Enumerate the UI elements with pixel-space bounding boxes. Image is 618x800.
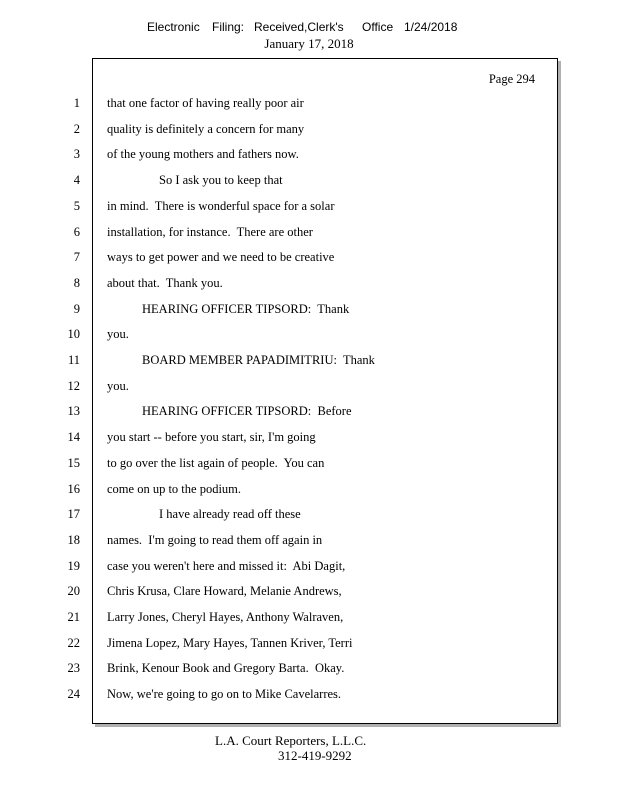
line-text: to go over the list again of people. You can: [107, 455, 325, 470]
line-text: BOARD MEMBER PAPADIMITRIU: Thank: [142, 353, 375, 367]
line-text: you start -- before you start, sir, I'm going: [107, 430, 316, 445]
stamp-electronic: Electronic: [147, 20, 200, 34]
line-text: case you weren't here and missed it: Abi Dagit,: [107, 558, 346, 573]
line-number: 22: [67, 635, 80, 650]
line-text: names. I'm going to read them off again in: [107, 532, 323, 547]
line-text: Now, we're going to go on to Mike Cavelarres.: [107, 687, 342, 702]
line-number: 7: [73, 250, 80, 265]
stamp-office: Office: [362, 20, 394, 34]
transcript-date: January 17, 2018: [264, 36, 354, 51]
line-text: Brink, Kenour Book and Gregory Barta. Okay.: [107, 661, 345, 676]
line-text: ways to get power and we need to be creative: [107, 250, 335, 265]
line-number: 12: [67, 378, 80, 393]
line-text: quality is definitely a concern for many: [107, 121, 305, 136]
line-number: 10: [67, 327, 80, 342]
line-text: that one factor of having really poor air: [107, 96, 304, 110]
line-text: Chris Krusa, Clare Howard, Melanie Andrews,: [107, 584, 342, 599]
line-text: come on up to the podium.: [107, 481, 242, 496]
line-number: 23: [67, 661, 80, 676]
line-number: 14: [67, 430, 80, 445]
line-number: 15: [67, 455, 80, 470]
line-text: installation, for instance. There are other: [107, 224, 313, 239]
line-number: 11: [67, 353, 80, 367]
line-text: you.: [107, 327, 129, 342]
line-number: 5: [73, 198, 80, 213]
line-number: 8: [73, 275, 80, 290]
line-number: 1: [73, 96, 80, 110]
footer-phone: 312-419-9292: [278, 748, 352, 763]
footer-company: L.A. Court Reporters, L.L.C.: [215, 733, 367, 748]
line-number: 9: [73, 301, 80, 316]
line-number: 20: [67, 584, 80, 599]
line-text: Larry Jones, Cheryl Hayes, Anthony Walraven,: [107, 610, 344, 624]
line-text: I have already read off these: [159, 507, 301, 522]
page-number: Page 294: [488, 72, 535, 86]
line-number: 16: [67, 481, 80, 496]
line-text: HEARING OFFICER TIPSORD: Before: [142, 404, 352, 419]
stamp-date: 1/24/2018: [404, 20, 458, 34]
line-number: 3: [73, 147, 80, 162]
line-text: of the young mothers and fathers now.: [107, 147, 299, 162]
line-number: 6: [73, 224, 80, 239]
line-number: 21: [67, 610, 80, 624]
line-number: 24: [67, 687, 80, 702]
line-number: 17: [67, 507, 80, 522]
line-number: 4: [73, 173, 80, 188]
line-number: 13: [67, 404, 80, 419]
line-text: HEARING OFFICER TIPSORD: Thank: [142, 301, 350, 316]
stamp-received: Received,Clerk's: [254, 20, 344, 34]
line-text: you.: [107, 378, 129, 393]
line-text: about that. Thank you.: [107, 275, 223, 290]
line-number: 19: [67, 558, 80, 573]
line-number: 2: [73, 121, 80, 136]
stamp-filing: Filing:: [212, 20, 245, 34]
line-text: Jimena Lopez, Mary Hayes, Tannen Kriver, Terri: [107, 635, 353, 650]
line-text: So I ask you to keep that: [159, 173, 283, 188]
line-number: 18: [67, 532, 80, 547]
line-text: in mind. There is wonderful space for a solar: [107, 198, 335, 213]
